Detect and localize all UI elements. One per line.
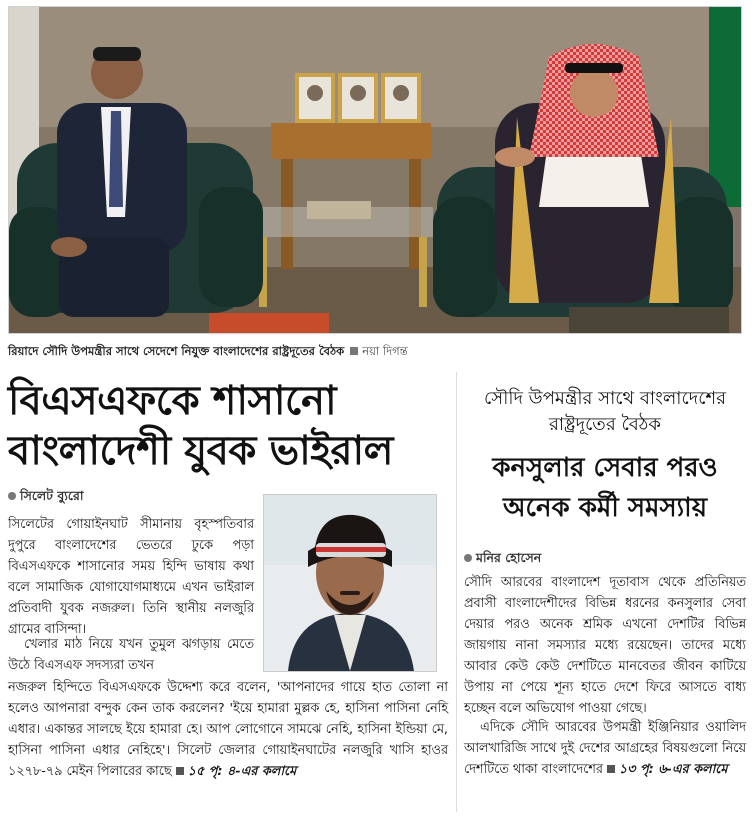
column-divider (456, 372, 457, 812)
right-para-2 (464, 717, 746, 780)
square-bullet-icon (607, 765, 615, 773)
right-continuation-text: ১৩ পৃ: ৬-এর কলামে (618, 762, 728, 777)
right-continuation[interactable] (603, 762, 728, 777)
right-para-1: সৌদি আরবের বাংলাদেশ দূতাবাস থেকে প্রতিনিয়ত প্রবাসী বাংলাদেশীদের বিভিন্ন ধরনের কনসুলার সেবা দেয়ার পরও অনেক শ্রমিক এখনো দেশটির বিভিন্ন জায়গায় নানা সমস্যার মধ্যে রয়েছেন। তাদের মধ্যে আবার কেউ কেউ দেশটিতে মানবেতর জীবন কাটিয়ে উপায় না পেয়ে শূন্য হাতে দেশে ফিরে আসতে বাধ্য হচ্ছেন বলে অভিযোগ পাওয়া গেছে। (464, 575, 746, 716)
right-kicker-line1: সৌদি উপমন্ত্রীর সাথে বাংলাদেশের (484, 388, 726, 409)
left-byline-text: সিলেট ব্যুরো (20, 488, 84, 503)
right-article (462, 372, 748, 818)
right-headline (462, 448, 748, 528)
left-continuation[interactable] (172, 764, 297, 779)
left-headline-line2: বাংলাদেশী যুবক ভাইরাল (8, 428, 393, 474)
right-byline-text: মনির হোসেন (476, 550, 542, 565)
square-bullet-icon (176, 767, 184, 775)
left-para-3 (8, 677, 448, 782)
bullet-dot-icon (8, 492, 16, 500)
photo-credit: নয়া দিগন্ত (362, 344, 408, 358)
left-headline (8, 376, 448, 476)
left-para-3-text: নজরুল হিন্দিতে বিএসএফকে উদ্দেশ্য করে বলেন, 'আপনাদের গায়ে হাত তোলা না হলেও আপনারা বন্দুক কেন তাক করলেন? 'ইয়ে হামারা মুল্লক হে, হাসিনা পাসিনা নেহি এধার। একান্তর সালছে ইয়ে হামারা হে। আপ লোগোনে সামঝে নেহি, হাসিনা ইন্ডিয়া মে, হাসিনা পাসিনা এধার নেহিহে'। সিলেট জেলার গোয়াইনঘাটের নলজুরি খাসি হাওর ১২৭৮-৭৯ মেইন পিলারের কাছে (8, 680, 448, 779)
youth-portrait (263, 494, 437, 672)
photo-caption-text: রিয়াদে সৌদি উপমন্ত্রীর সাথে সেদেশে নিযুক্ত বাংলাদেশের রাষ্ট্রদূতের বৈঠক (8, 344, 345, 358)
right-kicker-line2: রাষ্ট্রদূতের বৈঠক (549, 414, 661, 435)
left-byline (8, 488, 258, 508)
meeting-photo (8, 6, 742, 334)
left-headline-line1: বিএসএফকে শাসানো (8, 378, 337, 424)
right-para-2-text: এদিকে সৌদি আরবের উপমন্ত্রী ইঞ্জিনিয়ার ওয়ালিদ আলখারিজি সাথে দুই দেশের আগ্রহের বিষয়গুলো নিয়ে দেশটিতে থাকা বাংলাদেশের (464, 720, 746, 777)
youth-portrait-illustration (264, 495, 436, 671)
right-byline (464, 550, 541, 570)
bullet-dot-icon (464, 554, 472, 562)
left-para-2: খেলার মাঠ নিয়ে যখন তুমুল ঝগড়ায় মেতে উঠে বিএসএফ সদস্যরা তখন (8, 637, 254, 673)
left-para-1: সিলেটের গোয়াইনঘাট সীমানায় বৃহস্পতিবার দুপুরে বাংলাদেশের ভেতরে ঢুকে পড়া বিএসএফকে শাসানোর সময় হিন্দি ভাষায় কথা বলে সামাজিক যোগাযোগমাধ্যমে এখন ভাইরাল প্রতিবাদী যুবক নজরুল। তিনি স্থানীয় নলজুরি গ্রামের বাসিন্দা। (8, 517, 254, 637)
right-headline-line1: কনসুলার সেবার পরও (492, 453, 718, 483)
left-article (8, 372, 448, 818)
right-kicker (462, 386, 748, 438)
square-bullet-icon (350, 347, 358, 355)
photo-caption (8, 340, 748, 362)
meeting-photo-illustration (9, 7, 741, 333)
left-continuation-text: ১৫ পৃ: ৪-এর কলামে (187, 764, 297, 779)
right-headline-line2: অনেক কর্মী সমস্যায় (502, 493, 708, 523)
